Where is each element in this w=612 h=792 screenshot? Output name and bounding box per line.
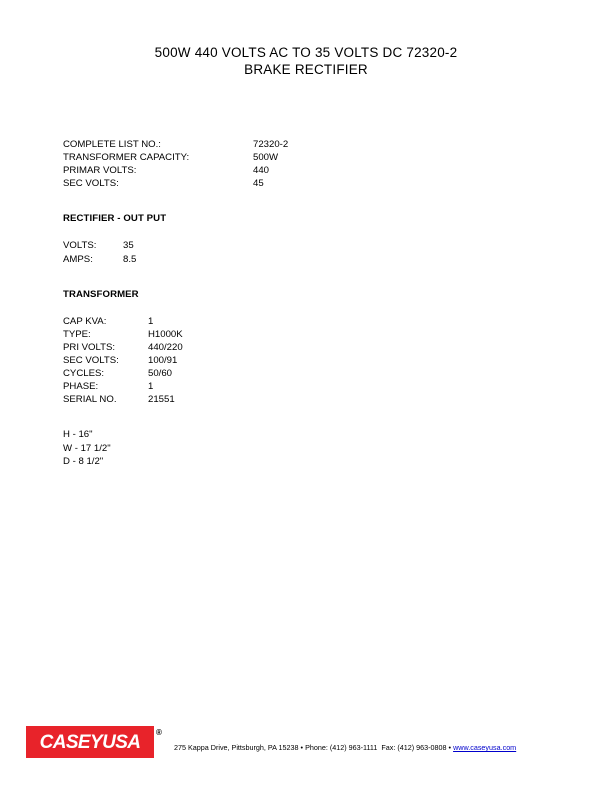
footer-address: 275 Kappa Drive, Pittsburgh, PA 15238 — [174, 743, 299, 752]
table-row — [63, 164, 413, 177]
transformer-heading: TRANSFORMER — [63, 288, 139, 300]
company-logo-text: CASEYUSA — [39, 731, 141, 753]
title-line-2: BRAKE RECTIFIER — [244, 62, 368, 77]
rectifier-output-table — [63, 239, 283, 265]
rectifier-value-volts: 35 — [123, 240, 134, 252]
specification-body — [63, 138, 463, 468]
table-row — [63, 239, 283, 252]
transformer-label-cap-kva: CAP KVA: — [63, 315, 107, 327]
summary-label-sec-volts: SEC VOLTS: — [63, 178, 119, 190]
summary-value-transformer-capacity: 500W — [253, 152, 279, 164]
table-row — [63, 315, 308, 328]
rectifier-label-volts: VOLTS: — [63, 240, 97, 252]
transformer-value-serial-no: 21551 — [148, 394, 175, 406]
transformer-table — [63, 315, 308, 407]
dimension-width: W - 17 1/2" — [63, 442, 111, 454]
rectifier-label-amps: AMPS: — [63, 253, 93, 265]
table-row — [63, 393, 308, 406]
table-row — [63, 367, 308, 380]
transformer-label-cycles: CYCLES: — [63, 368, 105, 380]
table-row — [63, 380, 308, 393]
page-footer — [26, 726, 586, 766]
spacer — [63, 190, 463, 212]
spacer — [63, 406, 463, 428]
summary-label-complete-list-no: COMPLETE LIST NO.: — [63, 139, 161, 150]
transformer-label-phase: PHASE: — [63, 381, 99, 393]
summary-value-complete-list-no: 72320-2 — [253, 139, 289, 150]
transformer-label-serial-no: SERIAL NO. — [63, 394, 117, 406]
transformer-value-phase: 1 — [148, 381, 154, 393]
rectifier-heading: RECTIFIER - OUT PUT — [63, 213, 167, 225]
transformer-value-sec-volts: 100/91 — [148, 355, 178, 367]
table-row — [63, 341, 308, 354]
title-line-1: 500W 440 VOLTS AC TO 35 VOLTS DC 72320-2 — [154, 45, 458, 60]
footer-separator-2: • — [448, 743, 452, 752]
transformer-value-pri-volts: 440/220 — [148, 341, 183, 353]
table-row — [63, 177, 413, 190]
dimension-depth: D - 8 1/2" — [63, 455, 104, 467]
footer-website-link[interactable]: www.caseyusa.com — [453, 743, 517, 752]
dimension-height: H - 16" — [63, 429, 93, 441]
footer-fax: Fax: (412) 963-0808 — [381, 743, 447, 752]
spacer — [63, 301, 463, 315]
summary-label-primar-volts: PRIMAR VOLTS: — [63, 165, 137, 177]
footer-separator-1: • — [300, 743, 304, 752]
footer-contact-line — [174, 743, 516, 752]
registered-trademark-mark: ® — [156, 728, 162, 737]
footer-phone: Phone: (412) 963-1111 — [305, 743, 378, 752]
transformer-value-cycles: 50/60 — [148, 368, 173, 380]
table-row — [63, 354, 308, 367]
rectifier-value-amps: 8.5 — [123, 253, 137, 265]
table-row — [63, 151, 413, 164]
transformer-label-type: TYPE: — [63, 328, 91, 340]
transformer-label-sec-volts: SEC VOLTS: — [63, 355, 119, 367]
transformer-value-cap-kva: 1 — [148, 315, 154, 327]
table-row — [63, 328, 308, 341]
transformer-value-type: H1000K — [148, 328, 183, 340]
table-row — [63, 253, 283, 266]
summary-table — [63, 138, 413, 190]
spacer — [63, 266, 463, 288]
table-row — [63, 138, 413, 151]
summary-value-primar-volts: 440 — [253, 165, 270, 177]
summary-label-transformer-capacity: TRANSFORMER CAPACITY: — [63, 152, 190, 164]
company-logo — [26, 726, 154, 758]
spacer — [63, 225, 463, 239]
document-title — [0, 44, 612, 78]
transformer-label-pri-volts: PRI VOLTS: — [63, 341, 116, 353]
summary-value-sec-volts: 45 — [253, 178, 264, 190]
